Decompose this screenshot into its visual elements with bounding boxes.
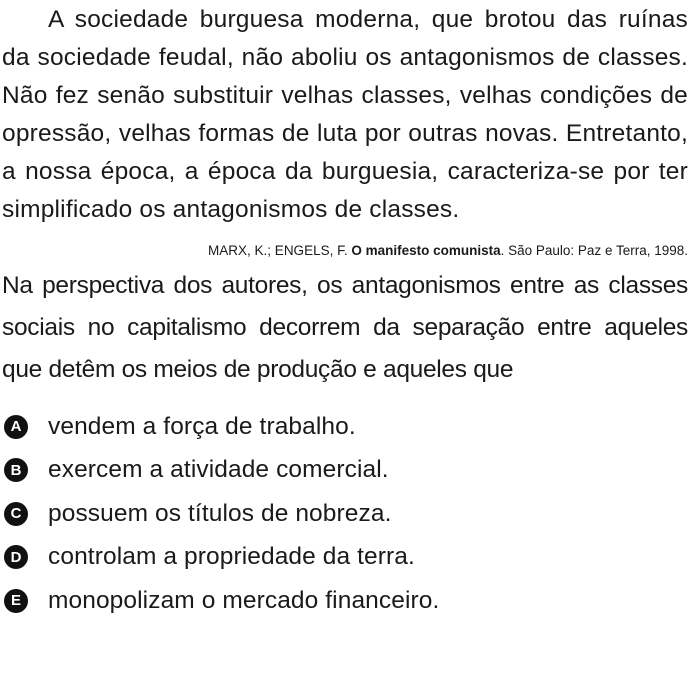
source-citation bbox=[2, 241, 688, 261]
option-d-text: controlam a propriedade da terra. bbox=[48, 543, 415, 571]
option-e[interactable] bbox=[2, 579, 688, 623]
option-b-letter-icon: B bbox=[4, 458, 28, 482]
option-b-text: exercem a atividade comercial. bbox=[48, 456, 389, 484]
citation-title: O manifesto comunista bbox=[351, 243, 501, 258]
option-a[interactable] bbox=[2, 405, 688, 449]
option-d[interactable] bbox=[2, 536, 688, 580]
citation-publication: . São Paulo: Paz e Terra, 1998. bbox=[500, 243, 688, 258]
option-b[interactable] bbox=[2, 449, 688, 493]
option-c-text: possuem os títulos de nobreza. bbox=[48, 499, 392, 527]
question-stem: Na perspectiva dos autores, os antagonismos entre as classes sociais no capitalismo decorrem da separação entre aqueles que detêm os meios de produção e aqueles que bbox=[2, 272, 688, 383]
option-c[interactable] bbox=[2, 492, 688, 536]
answer-options bbox=[2, 405, 688, 623]
option-e-text: monopolizam o mercado financeiro. bbox=[48, 586, 440, 614]
option-d-letter-icon: D bbox=[4, 545, 28, 569]
option-a-text: vendem a força de trabalho. bbox=[48, 412, 356, 440]
source-passage: A sociedade burguesa moderna, que brotou das ruínas da sociedade feudal, não aboliu os antagonismos de classes. Não fez senão substituir velhas classes, velhas condições de opressão, velhas formas de luta por outras novas. Entretanto, a nossa época, a época da burguesia, caracteriza-se por ter simplificado os antagonismos de classes. bbox=[2, 6, 688, 223]
option-e-letter-icon: E bbox=[4, 589, 28, 613]
option-c-letter-icon: C bbox=[4, 502, 28, 526]
citation-authors: MARX, K.; ENGELS, F. bbox=[208, 243, 352, 258]
option-a-letter-icon: A bbox=[4, 415, 28, 439]
